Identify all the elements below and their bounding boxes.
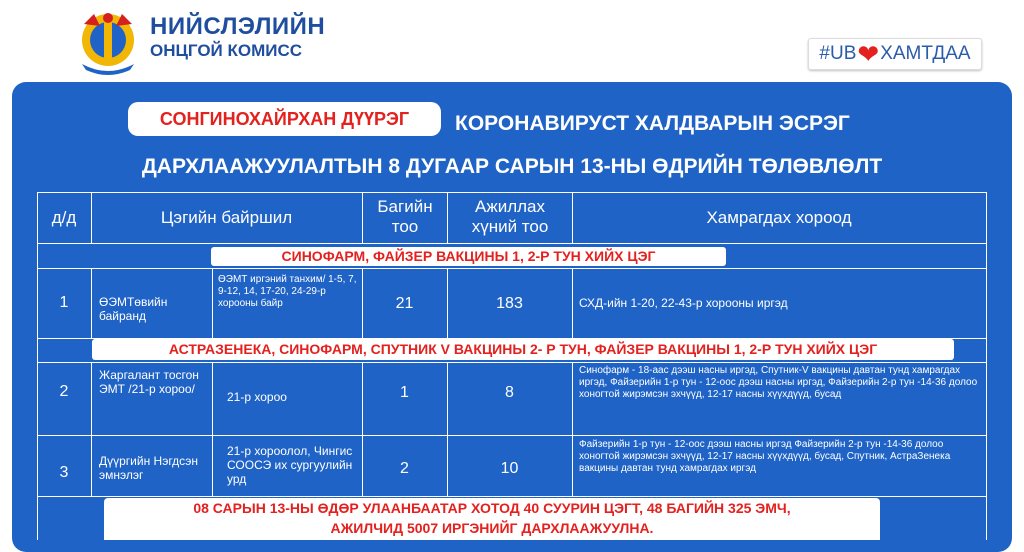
row3-coverage: Файзерийн 1-р тун - 12-оос дээш насны иргэд Файзерийн 2-р тун -14-36 долоо хоногтой жирэмсэн эхчүүд, 12-17 насны хүүхдүүд, бусад, Спутник, АстраЗенека вакцины давтан тунд хамрагдах иргэд [579, 439, 951, 474]
row1-teams: 21 [395, 295, 414, 312]
header [0, 0, 1024, 80]
table-border [572, 362, 573, 496]
row2-teams: 1 [400, 384, 409, 401]
row1-num: 1 [59, 294, 69, 311]
district-label: СОНГИНОХАЙРХАН ДҮҮРЭГ [128, 102, 441, 136]
org-name [150, 14, 325, 62]
row2-people: 8 [505, 384, 514, 401]
row3-people: 10 [500, 460, 519, 477]
hashtag-badge [808, 38, 982, 70]
org-line2: ОНЦГОЙ КОМИСС [150, 41, 303, 60]
table-border [37, 435, 987, 436]
row1-place: ӨЭМТөвийн байранд [99, 295, 168, 323]
summary-line2: АЖИЛЧИД 5007 ИРГЭНИЙГ ДАРХЛААЖУУЛНА. [330, 520, 654, 536]
table-border [212, 362, 213, 496]
org-line1: НИЙСЛЭЛИЙН [150, 13, 326, 40]
row1-detail: ӨЭМТ иргэний танхим/ 1-5, 7, 9-12, 14, 17-20, 24-29-р хорооны байр [218, 274, 357, 309]
table-border [37, 192, 38, 540]
table-border [447, 192, 448, 243]
row2-num: 2 [59, 383, 69, 400]
row3-place: Дүүргийн Нэгдсэн эмнэлэг [99, 454, 199, 482]
row2-detail: 21-р хороо [227, 390, 287, 404]
hashtag-right: ХАМТДАА [880, 43, 971, 64]
title-line1: КОРОНАВИРУСТ ХАЛДВАРЫН ЭСРЭГ [455, 112, 850, 135]
col-header-coverage: Хамрагдах хороод [706, 208, 852, 227]
table-border [37, 362, 987, 363]
schedule-table [37, 192, 987, 540]
table-border [91, 362, 92, 496]
hashtag-left: #UB [819, 43, 857, 64]
col-header-teams: Багийн тоо [377, 197, 433, 236]
summary-line1: 08 САРЫН 13-НЫ ӨДӨР УЛААНБААТАР ХОТОД 40 СУУРИН ЦЭГТ, 48 БАГИЙН 325 ЭМЧ, [193, 500, 791, 516]
table-border [362, 192, 363, 243]
soyombo-emblem-icon [70, 4, 146, 76]
table-border [91, 268, 92, 338]
row3-detail: 21-р хороолол, Чингис СООСЭ их сургуулийн урд [227, 444, 353, 486]
table-border [37, 192, 987, 193]
heart-icon: ❤ [857, 39, 880, 69]
col-header-people: Ажиллах хүний тоо [471, 197, 549, 236]
row3-num: 3 [59, 464, 69, 481]
row2-coverage: Синофарм - 18-аас дээш насны иргэд, Спутник-V вакцины давтан тунд хамрагдах иргэд, Файзерийн 1-р тун - 12-оос дээш насны иргэд, Файзерийн 2-р тун -14-36 долоо хоногтой жирэмсэн эхчүүд, 12-17 насны хүүхдүүд, бусад [579, 365, 978, 400]
section-banner-2: АСТРАЗЕНЕКА, СИНОФАРМ, СПУТНИК V ВАКЦИНЫ 2- Р ТУН, ФАЙЗЕР ВАКЦИНЫ 1, 2-Р ТУН ХИЙХ ЦЭГ [92, 339, 954, 360]
section-banner-1: СИНОФАРМ, ФАЙЗЕР ВАКЦИНЫ 1, 2-Р ТУН ХИЙХ ЦЭГ [211, 247, 726, 266]
table-border [212, 268, 213, 338]
table-border [37, 268, 987, 269]
row3-teams: 2 [400, 460, 409, 477]
table-border [37, 243, 987, 244]
table-border [986, 192, 987, 540]
row2-place: Жаргалант тосгон ЭМТ /21-р хороо/ [99, 368, 199, 396]
table-border [572, 268, 573, 338]
table-border [37, 496, 987, 497]
col-header-location: Цэгийн байршил [160, 208, 293, 227]
summary-banner [104, 498, 880, 540]
col-header-num: д/д [51, 208, 77, 227]
row1-coverage: СХД-ийн 1-20, 22-43-р хорооны иргэд [579, 296, 788, 310]
row1-people: 183 [496, 295, 523, 312]
title-line2: ДАРХЛААЖУУЛАЛТЫН 8 ДУГААР САРЫН 13-НЫ ӨДРИЙН ТӨЛӨВЛӨЛТ [141, 155, 883, 178]
